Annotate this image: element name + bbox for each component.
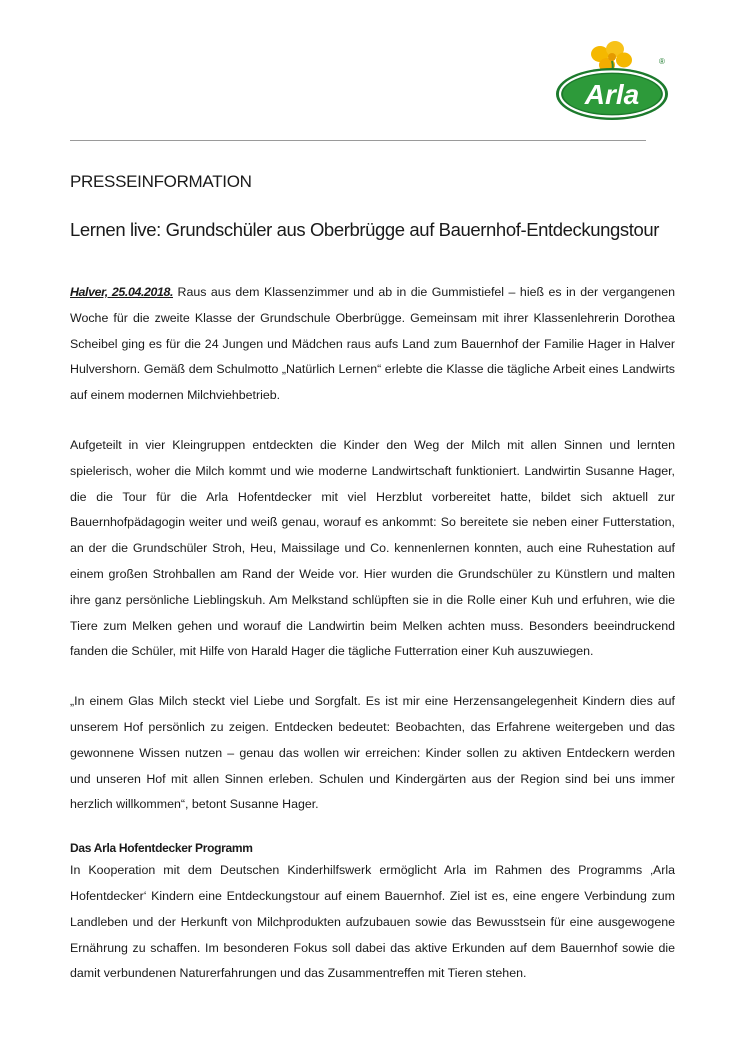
paragraph-intro — [70, 280, 675, 409]
paragraph-program: In Kooperation mit dem Deutschen Kinderhilfswerk ermöglicht Arla im Rahmen des Programms ‚Arla Hofentdecker‘ Kindern eine Entdeckungstour auf einem Bauernhof. Ziel ist es, eine engere Verbindung zum Landleben und der Herkunft von Milchprodukten aufzubauen sowie das Bewusstsein für eine ausgewogene Ernährung zu schaffen. Im besonderen Fokus soll dabei das aktive Erkunden auf dem Bauernhof sowie die damit verbundenen Naturerfahrungen und das Zusammentreffen mit Tieren stehen. — [70, 863, 675, 981]
header-divider — [70, 140, 646, 141]
article-body — [70, 280, 675, 987]
registered-mark: ® — [659, 57, 665, 66]
dateline: Halver, 25.04.2018. — [70, 285, 173, 299]
headline: Lernen live: Grundschüler aus Oberbrügge auf Bauernhof-Entdeckungstour — [70, 219, 660, 240]
section-heading: Das Arla Hofentdecker Programm — [70, 841, 253, 856]
paragraph-tour: Aufgeteilt in vier Kleingruppen entdeckten die Kinder den Weg der Milch mit allen Sinnen und lernten spielerisch, woher die Milch kommt und wie moderne Landwirtschaft funktioniert. Landwirtin Susanne Hager, die die Tour für die Arla Hofentdecker mit viel Herzblut vorbereitet hatte, bildet sich aktuell zur Bauernhofpädagogin weiter und weiß genau, worauf es ankommt: So bereitete sie neben einer Futterstation, an der die Grundschüler Stroh, Heu, Maissilage und Co. kennenlernen konnten, auch eine Ruhestation auf einem großen Strohballen am Rand der Weide vor. Hier wurden die Grundschüler zu Künstlern und malten ihre ganz persönliche Lieblingskuh. Am Melkstand schlüpften sie in die Rolle einer Kuh und erfuhren, wie die Tiere zum Melken gehen und worauf die Landwirtin beim Melken achten muss. Besonders beeindruckend fanden die Schüler, mit Hilfe von Harald Hager die tägliche Futterration einer Kuh auszuwiegen. — [70, 437, 675, 659]
paragraph-quote: „In einem Glas Milch steckt viel Liebe und Sorgfalt. Es ist mir eine Herzensangelegenheit Kindern dies auf unserem Hof persönlich zu zeigen. Entdecken bedeutet: Beobachten, das Erfahrene weitergeben und das gewonnene Wissen nutzen – genau das wollen wir erreichen: Kinder sollen zu aktiven Entdeckern werden und unseren Hof mit allen Sinnen erleben. Schulen und Kindergärten aus der Region sind bei uns immer herzlich willkommen“, betont Susanne Hager. — [70, 694, 675, 812]
document-label: PRESSEINFORMATION — [70, 172, 252, 191]
paragraph-intro-text: Raus aus dem Klassenzimmer und ab in die Gummistiefel – hieß es in der vergangenen Woche für die zweite Klasse der Grundschule Oberbrügge. Gemeinsam mit ihrer Klassenlehrerin Dorothea Scheibel ging es für die 24 Jungen und Mädchen raus aufs Land zum Bauernhof der Familie Hager in Halver Hulvershorn. Gemäß dem Schulmotto „Natürlich Lernen“ erlebte die Klasse die tägliche Arbeit eines Landwirts auf einem modernen Milchviehbetrieb. — [70, 285, 675, 403]
logo-wordmark: Arla — [584, 79, 640, 110]
arla-logo — [552, 38, 672, 122]
